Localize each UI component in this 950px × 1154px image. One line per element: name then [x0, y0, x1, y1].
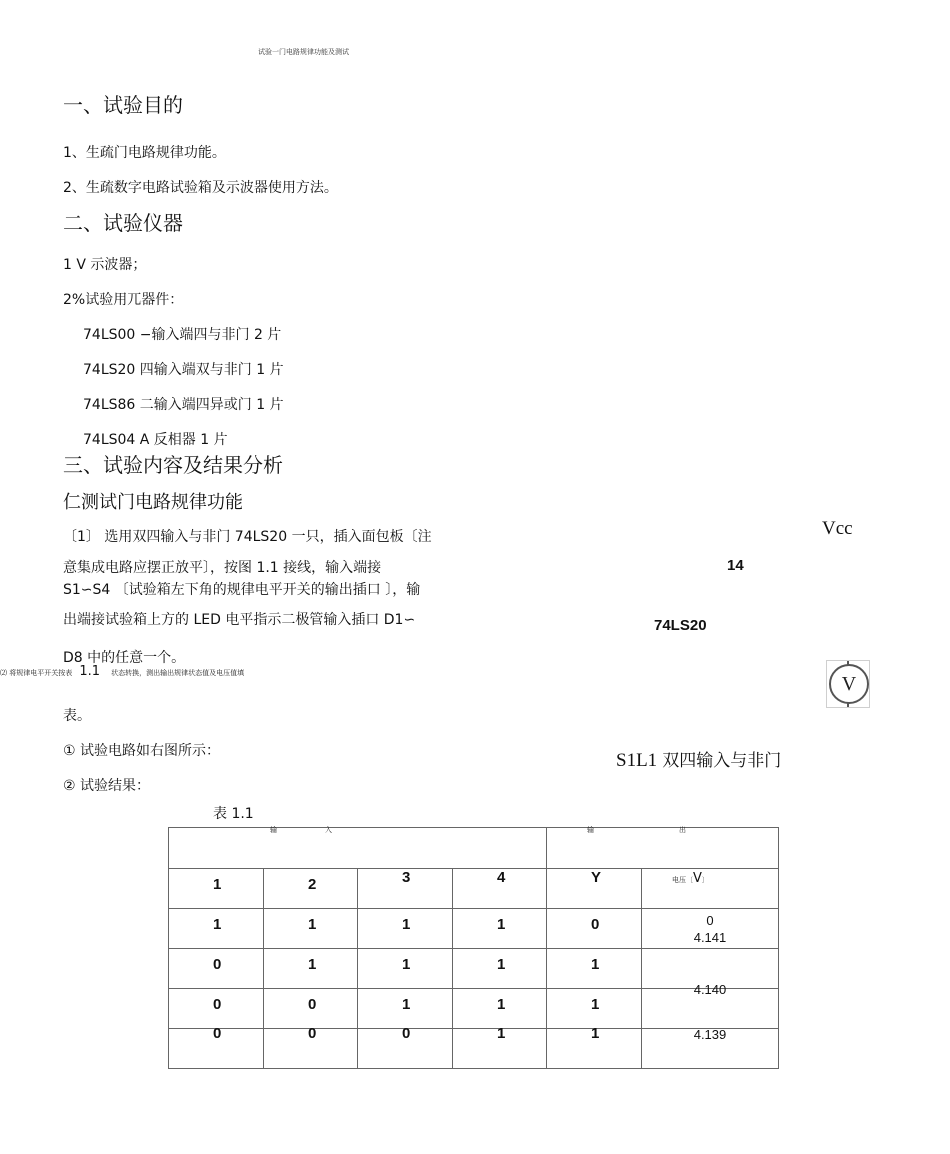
page-header: 试验一门电路规律功能及测试: [258, 48, 349, 56]
table-row: [169, 989, 779, 1029]
cell-value: 1: [308, 956, 317, 973]
para-line-2: 意集成电路应摆正放平〕，按图 1.1 接线，输入端接: [63, 560, 382, 576]
cell-value: 1: [497, 956, 506, 973]
header-input-2: 2: [308, 876, 317, 893]
step-2-small-a: ⑵ 将规律电平开关按表: [0, 669, 73, 677]
output-group-label-a: 输: [587, 826, 594, 834]
component-74ls86: 74LS86 二输入端四异或门 1 片: [83, 397, 284, 413]
cell-voltage: 4.139: [693, 1027, 727, 1042]
para-line-5: D8 中的任意一个。: [63, 650, 186, 666]
circuit-caption: [616, 746, 781, 772]
cell-value: 1: [497, 1025, 506, 1042]
table-caption: 表 1.1: [213, 806, 254, 822]
component-74ls20: 74LS20 四输入端双与非门 1 片: [83, 362, 284, 378]
cell-value: 0: [213, 996, 222, 1013]
cell-output: 1: [591, 1025, 600, 1042]
cell-value: 1: [402, 916, 411, 933]
circuit-caption-text: 双四输入与非门: [662, 751, 782, 771]
result-table: [168, 827, 779, 1069]
para-line-1: 〔1〕 选用双四输入与非门 74LS20 一只，插入面包板〔注: [63, 529, 432, 545]
instrument-item-1: 1 V 示波器；: [63, 257, 147, 273]
header-input-1: 1: [213, 876, 222, 893]
cell-value: 1: [497, 916, 506, 933]
chip-label: 74LS20: [654, 617, 707, 634]
cell-value: 1: [308, 916, 317, 933]
output-group-label-b: 出: [679, 826, 686, 834]
step-2-small-b: 状态转换，测出输出规律状态值及电压值填: [111, 669, 245, 677]
list-item-2: ② 试验结果：: [63, 778, 151, 794]
table-row: [169, 1029, 779, 1069]
component-74ls04: 74LS04 A 反相器 1 片: [83, 432, 228, 448]
purpose-item-2: 2、生疏数字电路试验箱及示波器使用方法。: [63, 180, 338, 196]
voltmeter-icon: [826, 660, 870, 708]
cell-output: 1: [591, 996, 600, 1013]
instrument-item-2: 2%试验用兀器件：: [63, 292, 184, 308]
cell-value: 1: [497, 996, 506, 1013]
cell-voltage-secondary: 4.141: [693, 930, 727, 945]
header-cell: [264, 869, 358, 909]
output-group-header: [547, 828, 779, 869]
cell-value: 1: [213, 916, 222, 933]
step-2-number: 1.1: [79, 664, 101, 679]
header-cell-voltage: [642, 869, 779, 909]
section-3-subheading: 仁测试门电路规律功能: [63, 492, 243, 513]
table-group-header-row: [169, 828, 779, 869]
voltmeter-symbol: V: [829, 664, 869, 704]
cell-voltage: 4.140: [693, 982, 727, 997]
purpose-item-1: 1、生疏门电路规律功能。: [63, 145, 226, 161]
step-2-end: 表。: [63, 708, 91, 724]
table-row: [169, 909, 779, 949]
header-output-y: Y: [591, 869, 602, 886]
voltage-header: [672, 867, 709, 886]
header-cell: [169, 869, 264, 909]
para-line-4: 出端接试验箱上方的 LED 电平指示二极管输入插口 D1∽: [63, 612, 416, 628]
circuit-caption-prefix: S1L1: [616, 750, 658, 771]
header-input-4: 4: [497, 869, 506, 886]
cell-value: 0: [213, 956, 222, 973]
step-2-line: [0, 660, 244, 679]
section-3-heading: 三、试验内容及结果分析: [63, 453, 283, 477]
voltage-header-prefix: 电压〔: [672, 876, 693, 884]
vcc-label: Vcc: [822, 518, 853, 539]
section-1-heading: 一、试验目的: [63, 93, 183, 117]
input-group-label-a: 输: [270, 826, 277, 834]
header-cell: [358, 869, 453, 909]
header-cell: [547, 869, 642, 909]
table-header-row: [169, 869, 779, 909]
component-74ls00: 74LS00 −输入端四与非门 2 片: [83, 327, 282, 343]
voltage-header-suffix: 〕: [701, 876, 709, 884]
voltage-header-unit: V: [693, 871, 702, 886]
cell-voltage: 0: [706, 913, 714, 928]
list-item-1: ① 试验电路如右图所示：: [63, 743, 221, 759]
input-group-header: [169, 828, 547, 869]
cell-value: 1: [402, 996, 411, 1013]
cell-value: 0: [402, 1025, 411, 1042]
section-2-heading: 二、试验仪器: [63, 211, 183, 235]
cell-value: 1: [402, 956, 411, 973]
cell-value: 0: [213, 1025, 222, 1042]
cell-output: 0: [591, 916, 600, 933]
para-line-3: S1∽S4 〔试验箱左下角的规律电平开关的输出插口 〕，输: [63, 582, 421, 598]
header-cell: [453, 869, 547, 909]
cell-output: 1: [591, 956, 600, 973]
header-input-3: 3: [402, 869, 411, 886]
input-group-label-b: 入: [325, 826, 332, 834]
cell-value: 0: [308, 1025, 317, 1042]
cell-value: 0: [308, 996, 317, 1013]
pin-14-label: 14: [727, 557, 744, 574]
